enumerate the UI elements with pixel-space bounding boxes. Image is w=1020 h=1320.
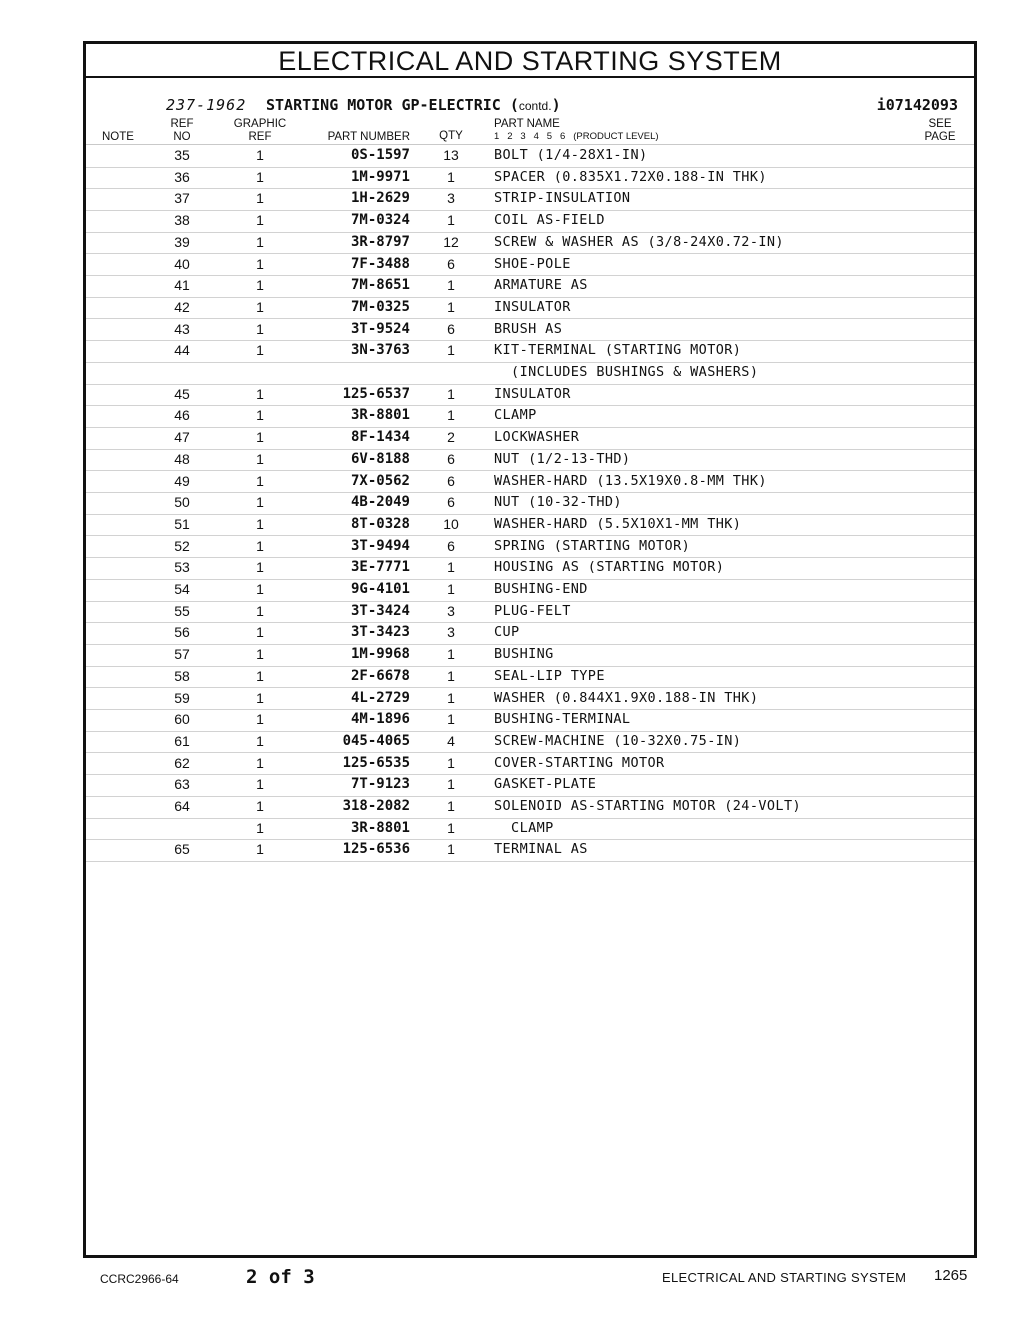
part-number: 3T-9524 — [350, 320, 410, 337]
header-note: NOTE — [102, 131, 134, 143]
graphic-ref: 1 — [256, 385, 264, 402]
ref-no: 52 — [174, 537, 190, 554]
part-name: CLAMP — [494, 819, 554, 836]
graphic-ref: 1 — [256, 798, 264, 814]
header-qty: QTY — [439, 130, 463, 142]
part-name: KIT-TERMINAL (STARTING MOTOR) — [494, 342, 742, 359]
group-id: i07142093 — [876, 96, 958, 114]
part-number: 7M-8651 — [350, 277, 410, 294]
part-name: SHOE-POLE — [494, 255, 571, 272]
group-name-text: STARTING MOTOR GP-ELECTRIC ( — [266, 96, 519, 114]
ref-no: 62 — [174, 754, 190, 771]
graphic-ref: 1 — [256, 147, 264, 163]
graphic-ref: 1 — [256, 298, 264, 315]
ref-no: 37 — [174, 190, 190, 207]
part-name: WASHER (0.844X1.9X0.188-IN THK) — [494, 689, 759, 706]
part-name: NUT (10-32-THD) — [494, 494, 622, 511]
graphic-ref: 1 — [256, 472, 264, 489]
graphic-ref: 1 — [256, 689, 264, 706]
part-name: SCREW & WASHER AS (3/8-24X0.72-IN) — [494, 233, 784, 250]
quantity: 3 — [447, 624, 455, 641]
part-number: 9G-4101 — [350, 581, 410, 597]
table-row — [86, 384, 974, 407]
part-name: WASHER-HARD (13.5X19X0.8-MM THK) — [494, 472, 767, 489]
table-row — [86, 601, 974, 624]
graphic-ref: 1 — [256, 841, 264, 858]
part-number: 7T-9123 — [350, 776, 410, 793]
part-name: SCREW-MACHINE (10-32X0.75-IN) — [494, 732, 742, 749]
quantity: 1 — [447, 776, 455, 793]
part-number: 3N-3763 — [350, 342, 410, 359]
table-row — [86, 622, 974, 645]
graphic-ref: 1 — [256, 624, 264, 641]
table-row — [86, 731, 974, 754]
ref-no: 48 — [174, 450, 190, 467]
graphic-ref: 1 — [256, 255, 264, 272]
graphic-ref: 1 — [256, 646, 264, 663]
table-row — [86, 709, 974, 732]
part-number: 2F-6678 — [350, 667, 410, 684]
graphic-ref: 1 — [256, 732, 264, 749]
part-number: 8T-0328 — [350, 515, 410, 532]
graphic-ref: 1 — [256, 450, 264, 467]
part-name: TERMINAL AS — [494, 841, 588, 858]
part-name: CUP — [494, 624, 520, 641]
part-name: (INCLUDES BUSHINGS & WASHERS) — [494, 364, 759, 380]
part-number: 125-6536 — [342, 841, 410, 858]
header-see-bottom: PAGE — [924, 131, 956, 143]
graphic-ref: 1 — [256, 667, 264, 684]
part-number: 3T-3424 — [350, 602, 410, 619]
graphic-ref: 1 — [256, 320, 264, 337]
ref-no: 49 — [174, 472, 190, 489]
part-number: 3R-8801 — [350, 819, 410, 836]
table-row — [86, 774, 974, 797]
ref-no: 39 — [174, 233, 190, 250]
graphic-ref: 1 — [256, 537, 264, 554]
part-number: 4M-1896 — [350, 711, 410, 728]
part-name: SOLENOID AS-STARTING MOTOR (24-VOLT) — [494, 798, 801, 814]
header-see-top: SEE — [928, 118, 952, 130]
header-graphic-top: GRAPHIC — [233, 118, 287, 130]
part-number: 7M-0325 — [350, 298, 410, 315]
table-row — [86, 666, 974, 689]
quantity: 6 — [447, 450, 455, 467]
part-name: BUSHING — [494, 646, 554, 663]
table-row — [86, 579, 974, 602]
graphic-ref: 1 — [256, 190, 264, 207]
part-name: ARMATURE AS — [494, 277, 588, 294]
quantity: 1 — [447, 754, 455, 771]
part-number: 125-6535 — [342, 754, 410, 771]
quantity: 1 — [447, 559, 455, 576]
ref-no: 47 — [174, 429, 190, 446]
ref-no: 54 — [174, 581, 190, 597]
part-number: 0S-1597 — [350, 147, 410, 163]
part-number: 3R-8801 — [350, 407, 410, 424]
part-name: BRUSH AS — [494, 320, 563, 337]
graphic-ref: 1 — [256, 559, 264, 576]
quantity: 1 — [447, 819, 455, 836]
ref-no: 61 — [174, 732, 190, 749]
group-contd: contd. — [518, 99, 552, 113]
header-ref-top: REF — [170, 118, 194, 130]
quantity: 1 — [447, 646, 455, 663]
part-name: SPRING (STARTING MOTOR) — [494, 537, 691, 554]
part-name: CLAMP — [494, 407, 537, 424]
part-number: 7X-0562 — [350, 472, 410, 489]
part-name: COIL AS-FIELD — [494, 212, 605, 229]
quantity: 10 — [443, 515, 459, 532]
group-number: 237-1962 — [166, 96, 247, 114]
quantity: 2 — [447, 429, 455, 446]
part-number: 1M-9971 — [350, 168, 410, 185]
part-number: 125-6537 — [342, 385, 410, 402]
quantity: 1 — [447, 168, 455, 185]
quantity: 1 — [447, 689, 455, 706]
table-row — [86, 688, 974, 711]
table-row — [86, 362, 974, 385]
part-name: PLUG-FELT — [494, 602, 571, 619]
part-name: BUSHING-END — [494, 581, 588, 597]
part-number: 3E-7771 — [350, 559, 410, 576]
ref-no: 44 — [174, 342, 190, 359]
part-number: 6V-8188 — [350, 450, 410, 467]
part-name: BUSHING-TERMINAL — [494, 711, 631, 728]
graphic-ref: 1 — [256, 494, 264, 511]
part-name: INSULATOR — [494, 298, 571, 315]
ref-no: 40 — [174, 255, 190, 272]
page-title: ELECTRICAL AND STARTING SYSTEM — [86, 44, 974, 78]
quantity: 1 — [447, 342, 455, 359]
table-row — [86, 319, 974, 342]
quantity: 1 — [447, 798, 455, 814]
page-frame — [83, 41, 977, 1258]
quantity: 3 — [447, 602, 455, 619]
graphic-ref: 1 — [256, 233, 264, 250]
quantity: 1 — [447, 385, 455, 402]
ref-no: 36 — [174, 168, 190, 185]
quantity: 6 — [447, 537, 455, 554]
quantity: 4 — [447, 732, 455, 749]
part-name: LOCKWASHER — [494, 429, 580, 446]
table-row — [86, 644, 974, 667]
quantity: 3 — [447, 190, 455, 207]
quantity: 1 — [447, 841, 455, 858]
quantity: 6 — [447, 255, 455, 272]
table-row — [86, 210, 974, 233]
graphic-ref: 1 — [256, 168, 264, 185]
part-number: 3T-3423 — [350, 624, 410, 641]
graphic-ref: 1 — [256, 754, 264, 771]
part-number: 1M-9968 — [350, 646, 410, 663]
quantity: 1 — [447, 298, 455, 315]
part-number: 3R-8797 — [350, 233, 410, 250]
table-row — [86, 188, 974, 211]
footer-page-of: 2 of 3 — [246, 1266, 315, 1288]
part-number: 3T-9494 — [350, 537, 410, 554]
part-number: 7M-0324 — [350, 212, 410, 229]
graphic-ref: 1 — [256, 581, 264, 597]
ref-no: 56 — [174, 624, 190, 641]
part-number: 4L-2729 — [350, 689, 410, 706]
part-name: COVER-STARTING MOTOR — [494, 754, 665, 771]
ref-no: 59 — [174, 689, 190, 706]
graphic-ref: 1 — [256, 711, 264, 728]
ref-no: 60 — [174, 711, 190, 728]
footer-page-number: 1265 — [934, 1267, 968, 1284]
table-row — [86, 340, 974, 363]
footer-section: ELECTRICAL AND STARTING SYSTEM — [662, 1270, 907, 1285]
part-name: INSULATOR — [494, 385, 571, 402]
part-name: HOUSING AS (STARTING MOTOR) — [494, 559, 725, 576]
quantity: 1 — [447, 212, 455, 229]
table-row — [86, 427, 974, 450]
part-number: 4B-2049 — [350, 494, 410, 511]
table-row — [86, 753, 974, 776]
footer-doc-code: CCRC2966-64 — [100, 1272, 179, 1286]
ref-no: 35 — [174, 147, 190, 163]
table-row — [86, 145, 974, 168]
header-ref-bottom: NO — [173, 131, 191, 143]
part-number: 8F-1434 — [350, 429, 410, 446]
part-name: NUT (1/2-13-THD) — [494, 450, 631, 467]
header-part-number: PART NUMBER — [327, 131, 410, 143]
ref-no: 51 — [174, 515, 190, 532]
graphic-ref: 1 — [256, 407, 264, 424]
quantity: 6 — [447, 494, 455, 511]
quantity: 1 — [447, 277, 455, 294]
ref-no: 58 — [174, 667, 190, 684]
graphic-ref: 1 — [256, 602, 264, 619]
ref-no: 63 — [174, 776, 190, 793]
quantity: 12 — [443, 233, 459, 250]
quantity: 6 — [447, 320, 455, 337]
ref-no: 38 — [174, 212, 190, 229]
part-name: SPACER (0.835X1.72X0.188-IN THK) — [494, 168, 767, 185]
graphic-ref: 1 — [256, 515, 264, 532]
table-row — [86, 232, 974, 255]
part-number: 045-4065 — [342, 732, 410, 749]
table-row — [86, 471, 974, 494]
part-name: BOLT (1/4-28X1-IN) — [494, 147, 648, 163]
table-row — [86, 839, 974, 862]
table-row — [86, 167, 974, 190]
ref-no: 41 — [174, 277, 190, 294]
table-row — [86, 514, 974, 537]
part-name: GASKET-PLATE — [494, 776, 597, 793]
part-name: SEAL-LIP TYPE — [494, 667, 605, 684]
table-row — [86, 254, 974, 277]
table-row — [86, 297, 974, 320]
graphic-ref: 1 — [256, 776, 264, 793]
part-name: STRIP-INSULATION — [494, 190, 631, 207]
table-row — [86, 275, 974, 298]
table-row — [86, 818, 974, 841]
quantity: 1 — [447, 581, 455, 597]
header-product-levels: 1 2 3 4 5 6 (PRODUCT LEVEL) — [494, 131, 659, 142]
quantity: 6 — [447, 472, 455, 489]
ref-no: 50 — [174, 494, 190, 511]
ref-no: 46 — [174, 407, 190, 424]
quantity: 1 — [447, 711, 455, 728]
part-name: WASHER-HARD (5.5X10X1-MM THK) — [494, 515, 742, 532]
ref-no: 64 — [174, 798, 190, 814]
ref-no: 45 — [174, 385, 190, 402]
table-row — [86, 536, 974, 559]
ref-no: 43 — [174, 320, 190, 337]
group-name — [266, 96, 561, 114]
table-row — [86, 449, 974, 472]
table-row — [86, 557, 974, 580]
ref-no: 42 — [174, 298, 190, 315]
graphic-ref: 1 — [256, 277, 264, 294]
ref-no: 53 — [174, 559, 190, 576]
table-row — [86, 796, 974, 819]
header-graphic-bottom: REF — [248, 131, 272, 143]
ref-no: 65 — [174, 841, 190, 858]
graphic-ref: 1 — [256, 429, 264, 446]
ref-no: 57 — [174, 646, 190, 663]
graphic-ref: 1 — [256, 212, 264, 229]
part-number: 7F-3488 — [350, 255, 410, 272]
graphic-ref: 1 — [256, 342, 264, 359]
quantity: 13 — [443, 147, 459, 163]
quantity: 1 — [447, 667, 455, 684]
graphic-ref: 1 — [256, 819, 264, 836]
part-number: 1H-2629 — [350, 190, 410, 207]
header-part-name: PART NAME — [494, 118, 560, 130]
table-row — [86, 492, 974, 515]
ref-no: 55 — [174, 602, 190, 619]
group-close: ) — [551, 96, 561, 114]
part-number: 318-2082 — [342, 798, 410, 814]
table-row — [86, 405, 974, 428]
quantity: 1 — [447, 407, 455, 424]
